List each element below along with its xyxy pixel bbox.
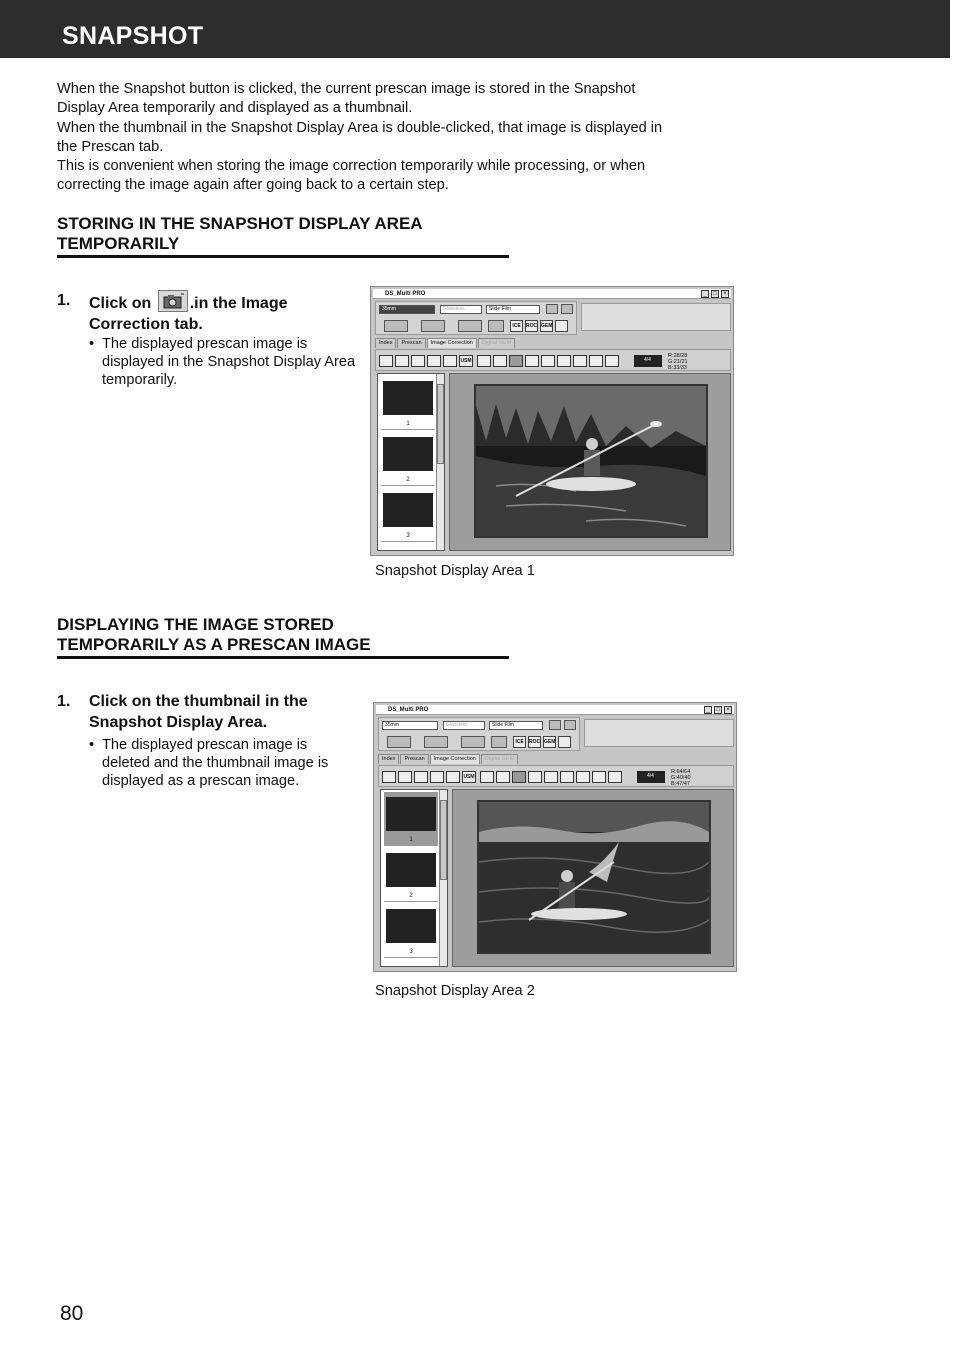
color-balance-button[interactable]	[427, 355, 441, 367]
rgb-readout	[671, 769, 691, 787]
minimize-button[interactable]: _	[704, 706, 712, 714]
thumbnail-image	[386, 853, 436, 887]
tab-image-correction[interactable]: Image Correction	[430, 754, 480, 764]
gem-button[interactable]: GEM	[540, 320, 553, 332]
step-text-line2: Snapshot Display Area.	[89, 714, 268, 731]
window-titlebar	[373, 289, 731, 299]
step-text	[89, 290, 357, 335]
step-text-after: .in the Image	[189, 295, 288, 312]
usm-button[interactable]: USM	[462, 771, 476, 783]
section-heading-line: TEMPORARILY	[57, 233, 180, 253]
bullet-text: The displayed prescan image is deleted and the thumbnail image is displayed as a prescan image.	[102, 737, 329, 789]
rgb-b: B:33/33	[668, 365, 687, 371]
display-toggle-button[interactable]	[608, 771, 622, 783]
caption-snapshot-area-1: Snapshot Display Area 1	[375, 563, 535, 579]
tone-curve-button[interactable]	[379, 355, 393, 367]
camera-icon[interactable]	[525, 355, 539, 367]
color-balance-button[interactable]	[430, 771, 444, 783]
film-mode-select[interactable]: Slide Film	[489, 721, 543, 730]
intro-line: When the Snapshot button is clicked, the current prescan image is stored in the Snapshot	[57, 81, 636, 97]
bullet-text: The displayed prescan image is displayed in the Snapshot Display Area temporarily.	[102, 336, 356, 388]
step-text	[89, 691, 357, 733]
section-heading-displaying	[57, 615, 509, 659]
ice-button[interactable]: ICE	[513, 736, 526, 748]
scrollbar-thumb[interactable]	[440, 800, 447, 880]
step-1-storing	[57, 290, 357, 335]
scrollbar-thumb[interactable]	[437, 384, 444, 464]
intro-line: This is convenient when storing the image correction temporarily while processing, or when	[57, 158, 646, 175]
thumbnail-label: 1	[409, 837, 413, 843]
close-button[interactable]: ×	[721, 290, 729, 298]
thumbnail-label: 2	[409, 893, 413, 899]
header-bar	[0, 0, 950, 58]
tab-bar	[375, 338, 516, 348]
tab-index[interactable]: Index	[378, 754, 399, 764]
rgb-readout	[668, 353, 688, 371]
minimize-button[interactable]: _	[701, 290, 709, 298]
thumbnail-image	[383, 381, 433, 415]
main-toolbar	[378, 717, 580, 751]
film-format-select[interactable]: 35mm	[382, 721, 438, 730]
thumbnail-scrollbar[interactable]	[436, 374, 444, 550]
film-holder-select[interactable]: Glassless	[443, 721, 485, 730]
section-heading-storing	[57, 214, 509, 258]
roc-button[interactable]: ROC	[525, 320, 538, 332]
section-heading-line: STORING IN THE SNAPSHOT DISPLAY AREA	[57, 214, 423, 233]
snapshot-thumbnail[interactable]	[381, 376, 435, 430]
intro-line: correcting the image again after going back to a certain step.	[57, 177, 449, 194]
help-button[interactable]	[546, 304, 558, 314]
ice-button[interactable]: ICE	[510, 320, 523, 332]
save-settings-button[interactable]	[573, 355, 587, 367]
close-button[interactable]: ×	[724, 706, 732, 714]
intro-line: Display Area temporarily and displayed as a thumbnail.	[57, 100, 413, 117]
scanner-window-2	[373, 702, 737, 972]
reset-button[interactable]	[560, 771, 574, 783]
info-panel	[584, 719, 734, 747]
bullet-dot: •	[89, 336, 95, 352]
tab-image-correction[interactable]: Image Correction	[427, 338, 477, 348]
compare-button[interactable]	[541, 355, 555, 367]
step-1-displaying	[57, 691, 357, 733]
bullet-displaying	[89, 736, 359, 790]
hue-button[interactable]	[446, 771, 460, 783]
thumbnail-scrollbar[interactable]	[439, 790, 447, 966]
step-number: 1.	[57, 693, 71, 710]
prescan-preview	[449, 373, 731, 551]
step-text-line2: Correction tab.	[89, 316, 203, 333]
brightness-button[interactable]	[411, 355, 425, 367]
tab-digital-gem[interactable]: Digital GEM	[478, 338, 515, 348]
compare-button[interactable]	[544, 771, 558, 783]
eject-button[interactable]	[491, 736, 507, 748]
index-scan-button[interactable]	[387, 736, 411, 748]
scan-button[interactable]	[458, 320, 482, 332]
snapshot-thumbnail[interactable]	[384, 904, 438, 958]
frame-counter-label: 4/4	[644, 357, 651, 363]
brightness-button[interactable]	[414, 771, 428, 783]
section-heading-line: DISPLAYING THE IMAGE STORED	[57, 615, 334, 634]
window-title: DS_Multi PRO	[388, 707, 429, 713]
scan-button[interactable]	[461, 736, 485, 748]
prescan-button[interactable]	[424, 736, 448, 748]
film-holder-select[interactable]: Glassless	[440, 305, 482, 314]
auto-dust-button[interactable]	[555, 320, 568, 332]
undo-button[interactable]	[480, 771, 494, 783]
main-toolbar	[375, 301, 577, 335]
correction-toolbar	[375, 349, 731, 371]
reset-button[interactable]	[557, 355, 571, 367]
rgb-r: R:28/28	[668, 353, 688, 359]
gem-button[interactable]: GEM	[543, 736, 556, 748]
prescan-button[interactable]	[421, 320, 445, 332]
step-text-before: Click on	[89, 295, 152, 312]
film-format-select[interactable]: 35mm	[379, 305, 435, 314]
film-mode-select[interactable]: Slide Film	[486, 305, 540, 314]
thumbnail-image	[383, 437, 433, 471]
prescan-photo	[477, 800, 711, 954]
step-text-line1: Click on the thumbnail in the	[89, 693, 308, 710]
intro-line: the Prescan tab.	[57, 138, 164, 155]
prescan-preview	[452, 789, 734, 967]
eject-button[interactable]	[488, 320, 504, 332]
thumbnail-image	[383, 493, 433, 527]
scanner-window-1	[370, 286, 734, 556]
snapshot-thumbnail[interactable]	[381, 488, 435, 542]
tab-prescan[interactable]: Prescan	[400, 754, 428, 764]
bullet-storing	[89, 335, 359, 389]
thumbnail-image	[386, 797, 436, 831]
hue-button[interactable]	[443, 355, 457, 367]
tab-prescan[interactable]: Prescan	[397, 338, 425, 348]
roc-button[interactable]: ROC	[528, 736, 541, 748]
display-toggle-button[interactable]	[605, 355, 619, 367]
thumbnail-label: 1	[406, 421, 410, 427]
snapshot-thumbnail-selected[interactable]	[384, 792, 438, 846]
rgb-b: B:47/47	[671, 781, 690, 787]
levels-button[interactable]	[398, 771, 412, 783]
correction-toolbar	[378, 765, 734, 787]
help-button[interactable]	[549, 720, 561, 730]
snapshot-button[interactable]	[512, 771, 526, 783]
window-titlebar	[376, 705, 734, 715]
frame-counter-label: 4/4	[647, 773, 654, 779]
snapshot-display-area	[380, 789, 448, 967]
frame-counter	[637, 771, 665, 783]
info-panel	[581, 303, 731, 331]
snapshot-button[interactable]	[509, 355, 523, 367]
maximize-button[interactable]: □	[711, 290, 719, 298]
thumbnail-label: 3	[409, 949, 413, 955]
snapshot-thumbnail[interactable]	[381, 432, 435, 486]
bullet-dot: •	[89, 737, 95, 753]
intro-text	[57, 80, 747, 196]
kayak-photo	[476, 386, 706, 536]
thumbnail-label: 3	[406, 533, 410, 539]
camera-snapshot-icon	[158, 290, 188, 312]
save-settings-button[interactable]	[576, 771, 590, 783]
preferences-button[interactable]	[564, 720, 576, 730]
caption-snapshot-area-2: Snapshot Display Area 2	[375, 983, 535, 999]
maximize-button[interactable]: □	[714, 706, 722, 714]
section-heading-line: TEMPORARILY AS A PRESCAN IMAGE	[57, 634, 371, 654]
tone-curve-button[interactable]	[382, 771, 396, 783]
step-number: 1.	[57, 292, 71, 309]
rgb-r: R:64/64	[671, 769, 691, 775]
index-scan-button[interactable]	[384, 320, 408, 332]
undo-button[interactable]	[477, 355, 491, 367]
frame-counter	[634, 355, 662, 367]
thumbnail-image	[386, 909, 436, 943]
page-number: 80	[60, 1302, 84, 1325]
snapshot-thumbnail[interactable]	[384, 848, 438, 902]
auto-dust-button[interactable]	[558, 736, 571, 748]
thumbnail-label: 2	[406, 477, 410, 483]
usm-button[interactable]: USM	[459, 355, 473, 367]
redo-button[interactable]	[493, 355, 507, 367]
preferences-button[interactable]	[561, 304, 573, 314]
camera-icon[interactable]	[528, 771, 542, 783]
snapshot-display-area	[377, 373, 445, 551]
load-settings-button[interactable]	[589, 355, 603, 367]
kayak-splash-photo	[479, 802, 709, 952]
rgb-g: G:21/21	[668, 359, 688, 365]
prescan-photo	[474, 384, 708, 538]
tab-digital-gem[interactable]: Digital GEM	[481, 754, 518, 764]
intro-line: When the thumbnail in the Snapshot Display Area is double-clicked, that image is displayed in	[57, 119, 663, 136]
page-title: SNAPSHOT	[62, 22, 204, 50]
window-title: DS_Multi PRO	[385, 291, 426, 297]
load-settings-button[interactable]	[592, 771, 606, 783]
tab-index[interactable]: Index	[375, 338, 396, 348]
levels-button[interactable]	[395, 355, 409, 367]
redo-button[interactable]	[496, 771, 510, 783]
tab-bar	[378, 754, 519, 764]
rgb-g: G:40/40	[671, 775, 691, 781]
